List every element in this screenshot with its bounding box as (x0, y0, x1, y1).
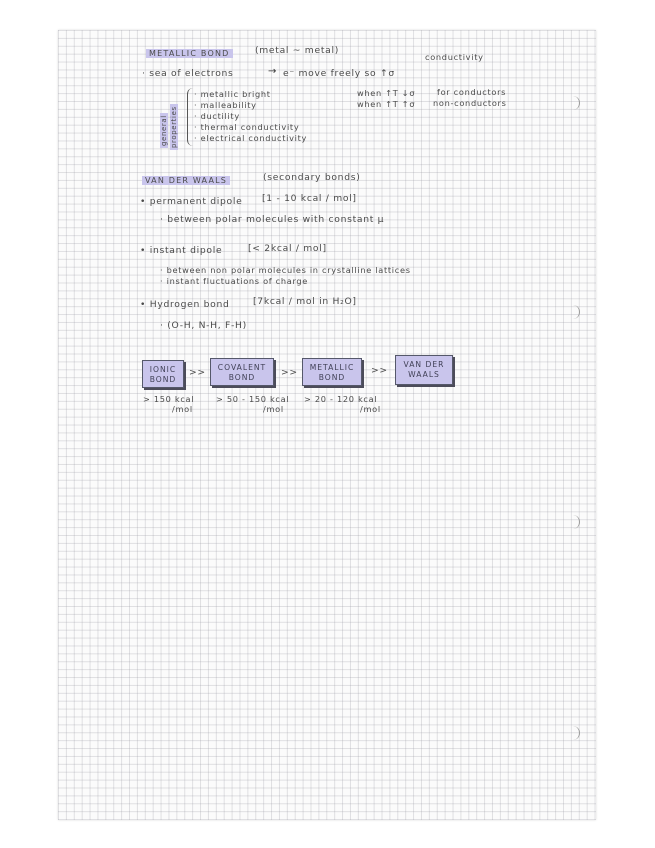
side-label-general: general (160, 115, 168, 146)
metallic-bond-box: METALLIC BOND (302, 358, 362, 386)
metallic-heading-text: METALLIC BOND (146, 49, 233, 58)
property-item: · thermal conductivity (194, 122, 300, 132)
metallic-unit: /mol (360, 404, 381, 414)
when-note-1: for conductors (437, 87, 507, 97)
when-line-1: when ↑T ↓σ (357, 88, 416, 98)
when-line-2: when ↑T ↑σ (357, 99, 416, 109)
property-item: · electrical conductivity (194, 133, 308, 143)
property-item: · malleability (194, 100, 257, 110)
covalent-value: > 50 - 150 kcal (216, 394, 290, 404)
instant-range: [< 2kcal / mol] (248, 243, 327, 254)
side-label-properties: properties (170, 106, 178, 148)
property-item: · ductility (194, 111, 240, 121)
move-line: e⁻ move freely so ↑σ (283, 68, 395, 79)
brace-icon (187, 88, 194, 146)
vdw-paren: (secondary bonds) (263, 172, 361, 183)
vdw-heading (142, 175, 230, 186)
ionic-value: > 150 kcal (143, 394, 195, 404)
when-note-2: non-conductors (433, 98, 507, 108)
ionic-bond-box: IONIC BOND (142, 360, 184, 388)
metallic-heading (146, 48, 233, 59)
comparison-separator: >> (371, 365, 388, 376)
vdw-heading-text: VAN DER WAALS (142, 176, 230, 185)
permanent-dipole: • permanent dipole (140, 196, 243, 207)
van-der-waals-box: VAN DER WAALS (395, 355, 453, 385)
metallic-paren: (metal ~ metal) (255, 45, 339, 56)
notebook-page (58, 30, 596, 820)
hydrogen-bond: • Hydrogen bond (140, 299, 230, 310)
permanent-range: [1 - 10 kcal / mol] (262, 193, 357, 204)
hydrogen-sub: · (O-H, N-H, F-H) (160, 320, 247, 331)
covalent-bond-box: COVALENT BOND (210, 358, 274, 386)
ionic-unit: /mol (172, 404, 193, 414)
hydrogen-range: [7kcal / mol in H₂O] (253, 296, 357, 307)
property-item: · metallic bright (194, 89, 271, 99)
instant-sub-2: · instant fluctuations of charge (160, 276, 309, 286)
instant-dipole: • instant dipole (140, 245, 223, 256)
permanent-sub: · between polar molecules with constant μ (160, 214, 385, 225)
conductivity-note: conductivity (425, 52, 484, 62)
instant-sub-1: · between non polar molecules in crystalline lattices (160, 265, 411, 275)
covalent-unit: /mol (263, 404, 284, 414)
arrow-icon: → (268, 66, 278, 77)
sea-line: · sea of electrons (142, 68, 234, 79)
comparison-separator: >> (189, 367, 206, 378)
comparison-separator: >> (281, 367, 298, 378)
metallic-value: > 20 - 120 kcal (304, 394, 378, 404)
